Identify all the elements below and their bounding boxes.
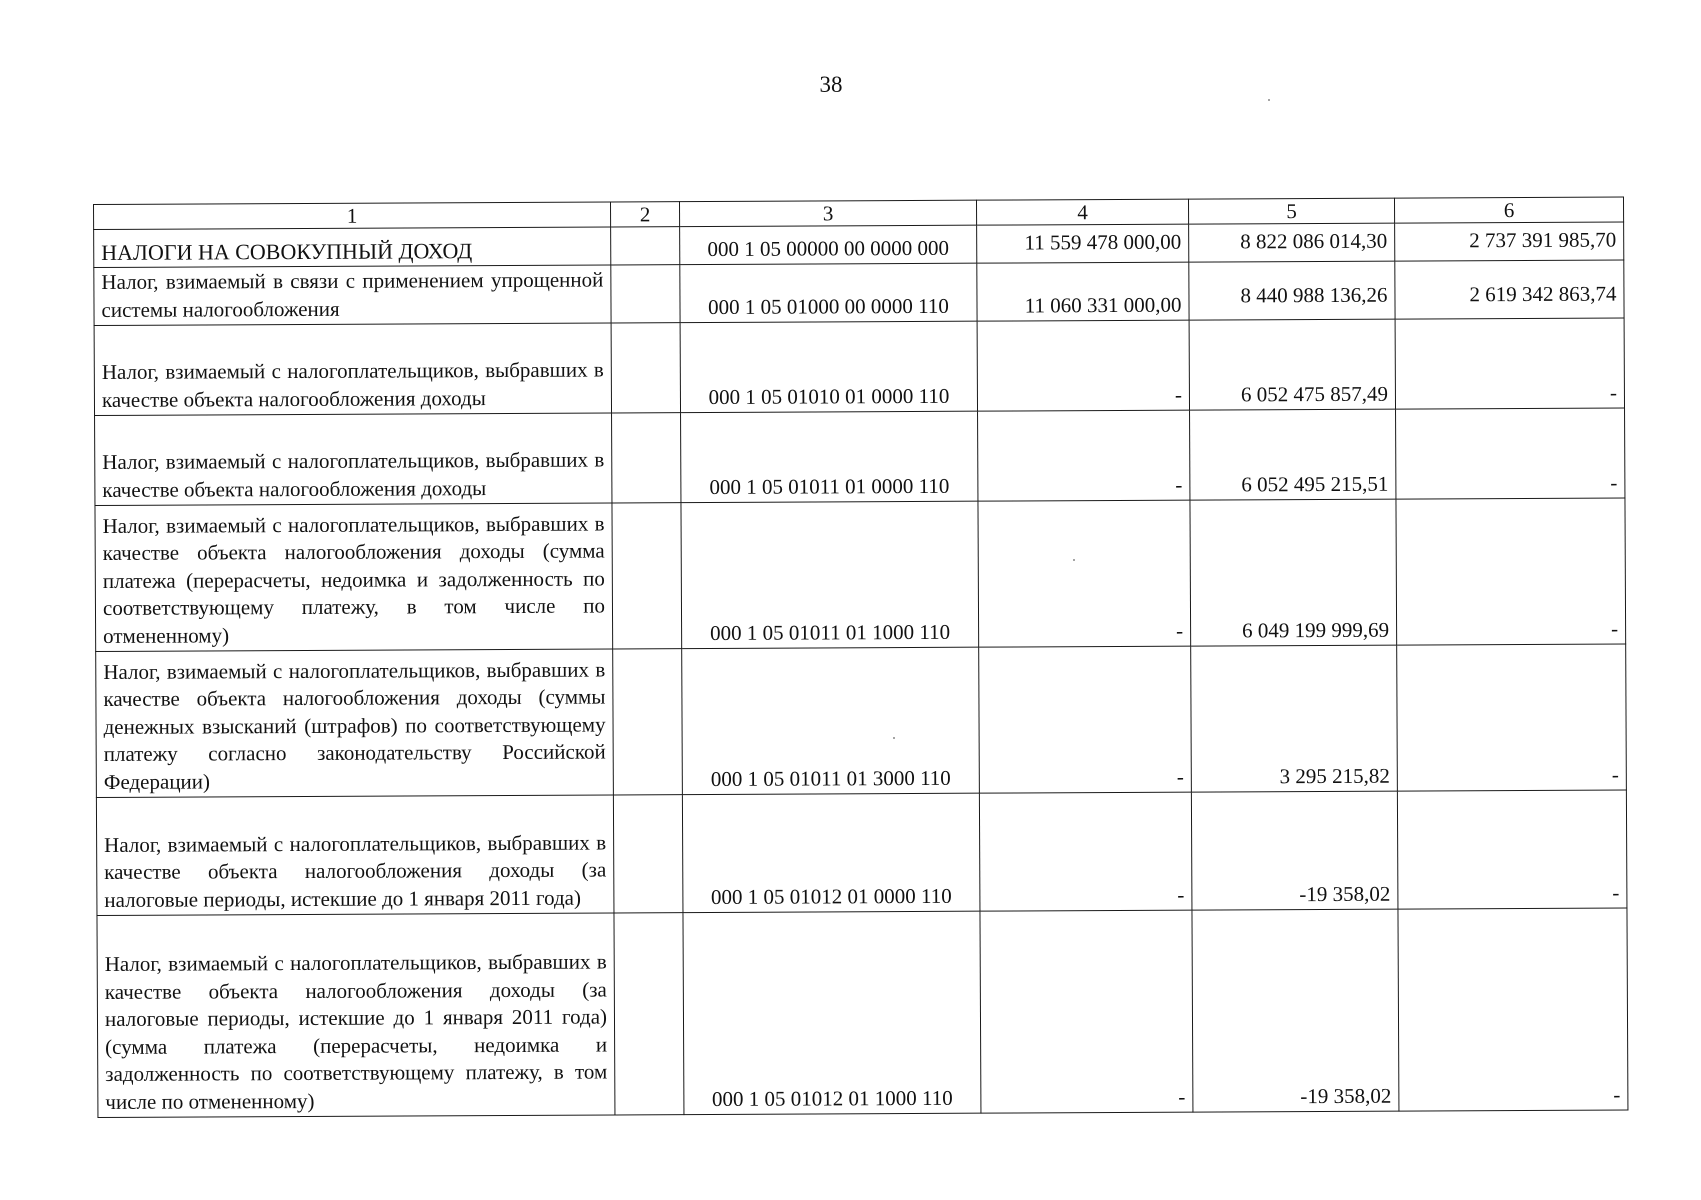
row-col4: 11 559 478 000,00	[977, 224, 1189, 263]
column-number: 6	[1394, 197, 1623, 223]
row-col5: 8 440 988 136,26	[1189, 261, 1395, 320]
budget-table	[93, 197, 1628, 1118]
row-col6: -	[1397, 790, 1627, 909]
row-name: Налог, взимаемый с налогоплательщиков, выбравших в качестве объекта налогообложения доходы	[94, 323, 611, 416]
column-number: 1	[94, 202, 611, 230]
row-col5: 3 295 215,82	[1191, 645, 1398, 792]
table-row	[94, 318, 1624, 415]
column-number: 2	[610, 202, 679, 227]
row-code: 000 1 05 01011 01 1000 110	[681, 501, 979, 648]
row-col2	[612, 503, 682, 649]
row-name: Налог, взимаемый с налогоплательщиков, выбравших в качестве объекта налогообложения доходы	[95, 413, 612, 506]
row-col2	[611, 227, 680, 265]
row-col5: -19 358,02	[1191, 791, 1398, 910]
row-col5: 8 822 086 014,30	[1189, 223, 1395, 262]
row-name: Налог, взимаемый с налогоплательщиков, выбравших в качестве объекта налогообложения доходы (за налоговые периоды, истекшие до 1 января 2011 года)	[96, 795, 614, 916]
row-col6: 2 619 342 863,74	[1395, 260, 1624, 319]
table-row	[97, 908, 1628, 1117]
row-col6: -	[1395, 318, 1624, 409]
row-col2	[611, 323, 680, 413]
row-name: Налог, взимаемый с налогоплательщиков, выбравших в качестве объекта налогообложения доходы (за налоговые периоды, истекшие до 1 января 2011 года) (сумма платежа (перерасчеты, недоимка и задолженность по соответствующему платежу, в том числе по отмененному)	[97, 913, 615, 1118]
row-code: 000 1 05 01010 01 0000 110	[680, 321, 977, 412]
row-name: Налог, взимаемый в связи с применением упрощенной системы налогообложения	[94, 265, 611, 326]
row-name: Налог, взимаемый с налогоплательщиков, выбравших в качестве объекта налогообложения доходы (суммы денежных взысканий (штрафов) по соответствующему платежу согласно законодательству Российской Федерации)	[96, 649, 614, 798]
row-col4: -	[977, 320, 1189, 411]
scan-speck	[1268, 99, 1270, 101]
row-code: 000 1 05 01000 00 0000 110	[680, 263, 977, 322]
table-row	[95, 408, 1625, 505]
row-code: 000 1 05 01011 01 0000 110	[681, 411, 978, 502]
row-col5: 6 052 495 215,51	[1190, 409, 1396, 500]
row-col2	[612, 413, 681, 503]
row-col6: -	[1398, 908, 1628, 1111]
table-row	[96, 790, 1627, 915]
row-col5: -19 358,02	[1192, 909, 1399, 1112]
row-col5: 6 049 199 999,69	[1190, 499, 1397, 646]
row-col6: 2 737 391 985,70	[1395, 222, 1624, 261]
row-col2	[614, 913, 684, 1115]
row-name: НАЛОГИ НА СОВОКУПНЫЙ ДОХОД	[94, 227, 611, 268]
row-col6: -	[1396, 408, 1625, 499]
row-code: 000 1 05 01012 01 1000 110	[683, 911, 981, 1114]
row-code: 000 1 05 01012 01 0000 110	[682, 793, 980, 912]
row-col4: -	[979, 646, 1192, 793]
table-row	[94, 260, 1624, 325]
row-col5: 6 052 475 857,49	[1189, 319, 1395, 410]
column-number: 3	[679, 200, 976, 226]
row-col2	[613, 649, 683, 795]
row-col4: -	[979, 792, 1192, 911]
table-row	[95, 498, 1626, 651]
row-code: 000 1 05 01011 01 3000 110	[682, 647, 980, 794]
table-row	[96, 644, 1627, 797]
row-name: Налог, взимаемый с налогоплательщиков, выбравших в качестве объекта налогообложения доходы (сумма платежа (перерасчеты, недоимка и задолженность по соответствующему платежу, в том числе по отмененному)	[95, 503, 613, 652]
row-col4: -	[978, 410, 1190, 501]
row-col4: -	[980, 910, 1193, 1113]
page-number: 38	[819, 72, 843, 97]
row-col4: -	[978, 500, 1191, 647]
column-number: 4	[976, 199, 1188, 225]
row-col4: 11 060 331 000,00	[977, 262, 1189, 321]
row-col6: -	[1397, 644, 1627, 791]
row-col2	[611, 265, 680, 323]
budget-table-container	[93, 197, 1627, 1118]
column-number: 5	[1188, 198, 1394, 224]
row-code: 000 1 05 00000 00 0000 000	[680, 225, 977, 264]
row-col2	[613, 795, 683, 913]
row-col6: -	[1396, 498, 1626, 645]
